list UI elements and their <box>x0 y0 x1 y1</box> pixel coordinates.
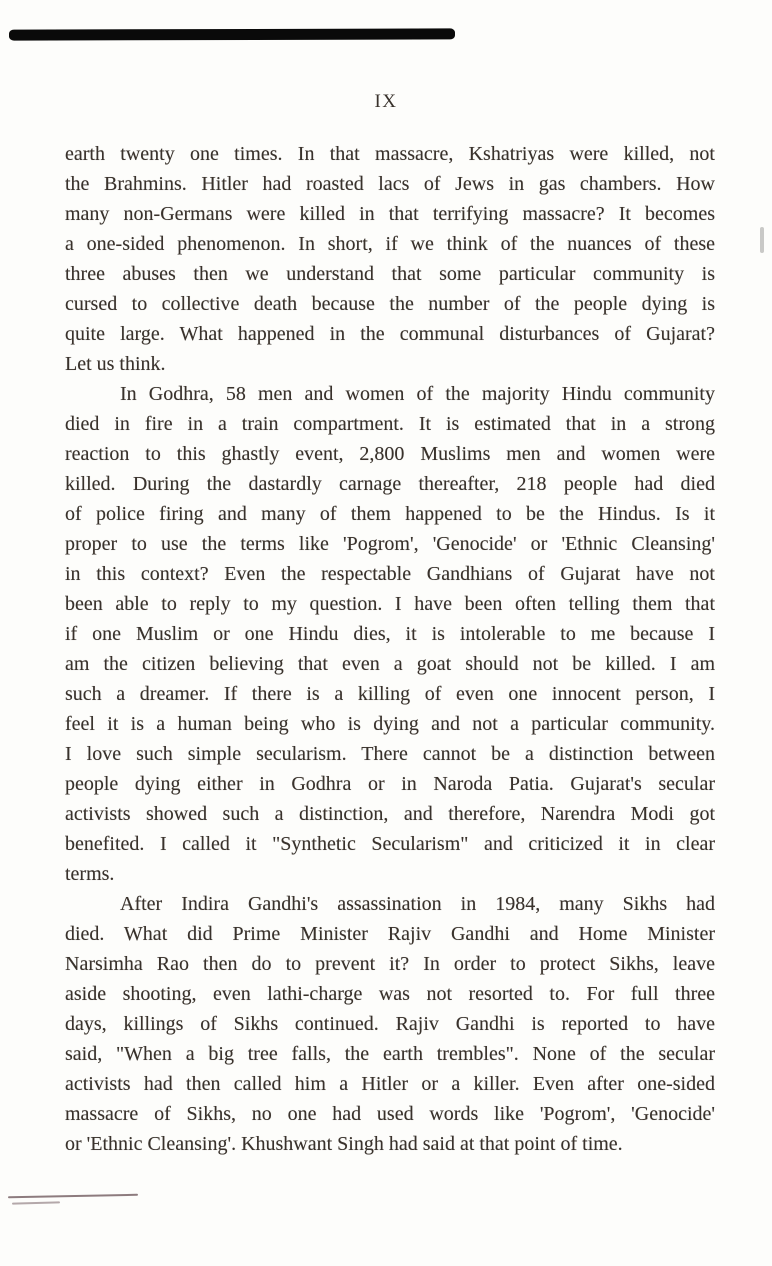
text-line: three abuses then we understand that some particular community is <box>65 263 715 285</box>
scan-artifact-bottom-line-1 <box>8 1194 138 1199</box>
scan-artifact-bottom-line-2 <box>12 1201 60 1204</box>
text-line: am the citizen believing that even a goat should not be killed. I am <box>65 653 715 675</box>
page-number: IX <box>374 91 398 112</box>
text-line: earth twenty one times. In that massacre, Kshatriyas were killed, not <box>65 143 715 165</box>
text-line: a one-sided phenomenon. In short, if we think of the nuances of these <box>65 233 715 255</box>
text-line: I love such simple secularism. There cannot be a distinction between <box>65 743 715 765</box>
text-line: the Brahmins. Hitler had roasted lacs of Jews in gas chambers. How <box>65 173 715 195</box>
text-line: died. What did Prime Minister Rajiv Gandhi and Home Minister <box>65 923 715 945</box>
text-line: aside shooting, even lathi-charge was not resorted to. For full three <box>65 983 715 1005</box>
text-line: died in fire in a train compartment. It is estimated that in a strong <box>65 413 715 435</box>
scan-artifact-right-edge-mark <box>760 227 764 253</box>
text-line: In Godhra, 58 men and women of the majority Hindu community <box>120 383 715 405</box>
text-line: reaction to this ghastly event, 2,800 Muslims men and women were <box>65 443 715 465</box>
text-line: such a dreamer. If there is a killing of even one innocent person, I <box>65 683 715 705</box>
text-line: Narsimha Rao then do to prevent it? In order to protect Sikhs, leave <box>65 953 715 975</box>
text-line: activists had then called him a Hitler or a killer. Even after one-sided <box>65 1073 715 1095</box>
text-line: massacre of Sikhs, no one had used words like 'Pogrom', 'Genocide' <box>65 1103 715 1125</box>
text-line: days, killings of Sikhs continued. Rajiv Gandhi is reported to have <box>65 1013 715 1035</box>
text-line: terms. <box>65 863 115 885</box>
text-line: killed. During the dastardly carnage thereafter, 218 people had died <box>65 473 715 495</box>
text-line: feel it is a human being who is dying and not a particular community. <box>65 713 715 735</box>
text-line: been able to reply to my question. I have been often telling them that <box>65 593 715 615</box>
text-line: in this context? Even the respectable Gandhians of Gujarat have not <box>65 563 715 585</box>
text-line: quite large. What happened in the communal disturbances of Gujarat? <box>65 323 715 345</box>
text-line: Let us think. <box>65 353 166 375</box>
text-line: proper to use the terms like 'Pogrom', 'Genocide' or 'Ethnic Cleansing' <box>65 533 715 555</box>
text-line: benefited. I called it "Synthetic Secularism" and criticized it in clear <box>65 833 715 855</box>
text-line: said, "When a big tree falls, the earth trembles". None of the secular <box>65 1043 715 1065</box>
text-line: people dying either in Godhra or in Naroda Patia. Gujarat's secular <box>65 773 715 795</box>
text-line: of police firing and many of them happened to be the Hindus. Is it <box>65 503 715 525</box>
text-line: if one Muslim or one Hindu dies, it is intolerable to me because I <box>65 623 715 645</box>
text-line: activists showed such a distinction, and therefore, Narendra Modi got <box>65 803 715 825</box>
text-line: cursed to collective death because the number of the people dying is <box>65 293 715 315</box>
text-line: many non-Germans were killed in that terrifying massacre? It becomes <box>65 203 715 225</box>
text-block <box>65 139 715 1159</box>
text-line: After Indira Gandhi's assassination in 1984, many Sikhs had <box>120 893 715 915</box>
text-line: or 'Ethnic Cleansing'. Khushwant Singh had said at that point of time. <box>65 1133 623 1155</box>
scan-artifact-top-bar <box>9 28 455 40</box>
